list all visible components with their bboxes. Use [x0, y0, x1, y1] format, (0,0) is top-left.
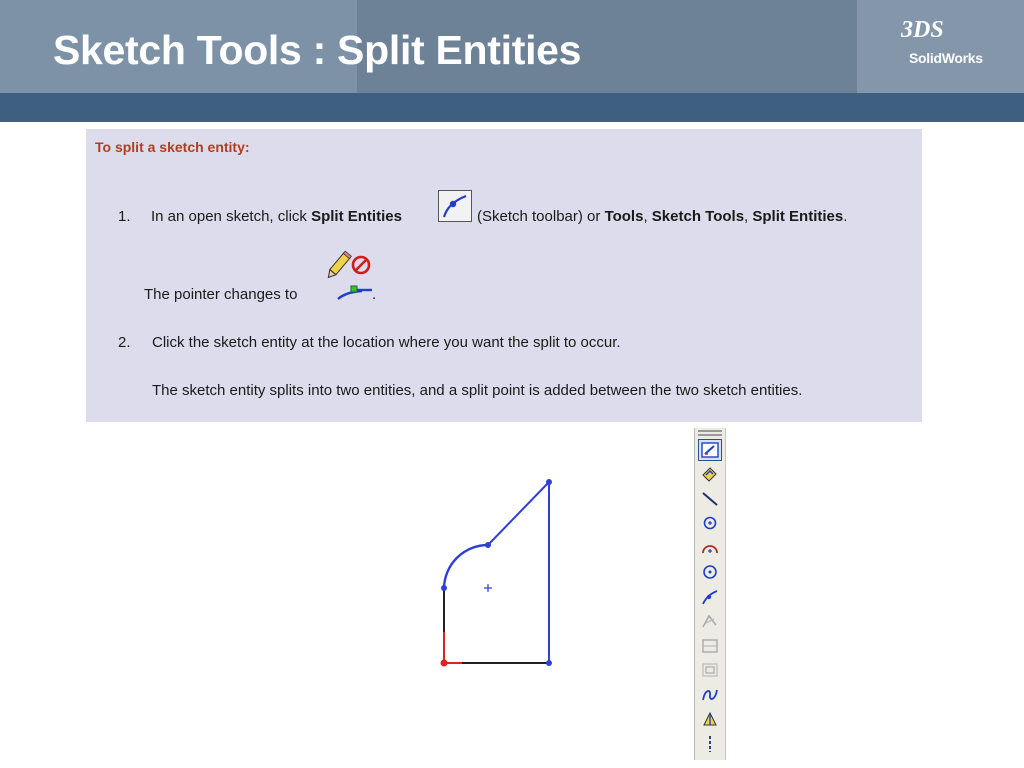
origin-point: [441, 660, 448, 667]
split-entities-button-icon: [438, 190, 472, 222]
tangent-arc-icon: [701, 540, 719, 556]
sketch-point-bottom-right[interactable]: [546, 660, 552, 666]
sketch-button[interactable]: [698, 439, 722, 461]
trim-entities-button[interactable]: [698, 610, 722, 632]
mirror-button[interactable]: [698, 708, 722, 730]
tangent-arc-button[interactable]: [698, 537, 722, 559]
header-strip: [0, 93, 1024, 122]
offset-entities-icon: [701, 662, 719, 678]
pointer-end: .: [372, 286, 377, 303]
circle-button[interactable]: [698, 561, 722, 583]
split-entities-command: Split Entities: [311, 208, 402, 225]
centerline-button[interactable]: [698, 733, 722, 755]
centerline-icon: [701, 735, 719, 753]
centerpoint-circle-icon: [701, 515, 719, 531]
solidworks-logo: [897, 16, 987, 72]
extend-entities-icon: [701, 638, 719, 654]
sketch-point-arc-end[interactable]: [485, 542, 491, 548]
step-2-result: The sketch entity splits into two entities, and a split point is added between the two sketch entities.: [152, 382, 803, 399]
step-1-end: .: [843, 208, 848, 225]
trim-entities-icon: [701, 613, 719, 629]
sketch-point-top[interactable]: [546, 479, 552, 485]
logo-text: SolidWorks: [909, 50, 983, 66]
line-button[interactable]: [698, 488, 722, 510]
toolbar-grip[interactable]: [698, 430, 722, 436]
help-panel: [86, 129, 922, 422]
sketch-icon: [701, 442, 719, 458]
extend-entities-button[interactable]: [698, 635, 722, 657]
centerpoint-circle-button[interactable]: [698, 512, 722, 534]
sketch-point-arc-start[interactable]: [441, 585, 447, 591]
menu-tools: Tools: [604, 208, 644, 225]
split-entities-icon: [701, 589, 719, 605]
spline-icon: [701, 687, 719, 703]
help-heading: To split a sketch entity:: [95, 139, 250, 155]
sketch-line-diagonal[interactable]: [488, 482, 549, 545]
smart-dimension-button[interactable]: [698, 463, 722, 485]
spline-button[interactable]: [698, 684, 722, 706]
sketch-drawing[interactable]: [340, 430, 676, 768]
circle-icon: [701, 564, 719, 580]
step-1-prefix: In an open sketch, click: [151, 208, 312, 225]
step-1-middle: (Sketch toolbar) or: [477, 208, 605, 225]
step-2-number: 2.: [118, 334, 131, 351]
sketch-arc[interactable]: [444, 545, 488, 588]
sketch-toolbar: [694, 428, 726, 760]
menu-sketch-tools: Sketch Tools: [651, 208, 745, 225]
slide-header: [0, 0, 1024, 122]
step-1-text: [151, 208, 402, 225]
split-entities-button[interactable]: [698, 586, 722, 608]
offset-entities-button[interactable]: [698, 659, 722, 681]
pointer-changes-text: The pointer changes to: [144, 286, 298, 303]
smart-dimension-icon: [701, 466, 719, 482]
menu-split-entities: Split Entities: [752, 208, 844, 225]
slide-title: Sketch Tools : Split Entities: [53, 27, 582, 73]
step-1-text-tail: (Sketch toolbar) or Tools, Sketch Tools, Split Entities.: [477, 208, 848, 225]
mirror-icon: [701, 711, 719, 727]
ds-logo-mark: 3DS: [901, 17, 944, 43]
step-2-text: Click the sketch entity at the location where you want the split to occur.: [152, 334, 621, 351]
step-1-number: 1.: [118, 208, 131, 225]
line-icon: [701, 491, 719, 507]
